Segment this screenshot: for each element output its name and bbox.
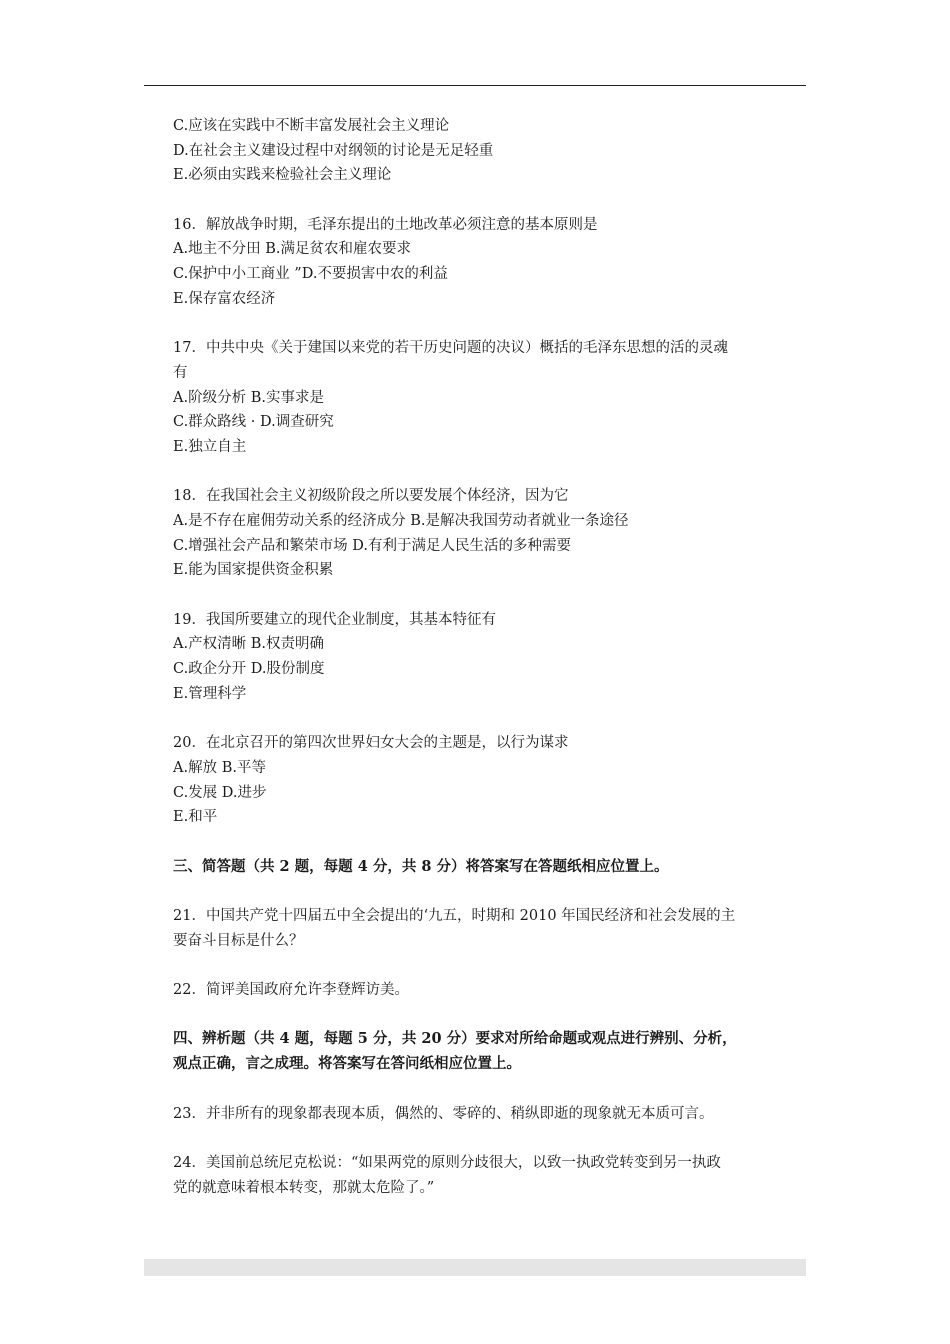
options-ab: A.产权清晰 B.权责明确	[173, 636, 324, 653]
spacer	[173, 707, 809, 732]
options-cd: C.保护中小工商业 ”D.不要损害中农的利益	[173, 266, 448, 283]
section-3-heading: 三、简答题（共 2 题，每题 4 分，共 8 分）将答案写在答题纸相应位置上。	[173, 857, 669, 875]
question-24	[173, 1151, 809, 1200]
spacer	[173, 953, 809, 978]
option-e: E.必须由实践来检验社会主义理论	[173, 167, 392, 184]
section-heading-line-2: 观点正确，言之成理。将答案写在答问纸相应位置上。	[173, 1055, 521, 1073]
question-21	[173, 904, 809, 953]
options-cd: C.发展 D.进步	[173, 784, 267, 801]
spacer	[173, 1126, 809, 1151]
question-stem: 20．在北京召开的第四次世界妇女大会的主题是，以行为谋求	[173, 735, 569, 752]
option-e: E.保存富农经济	[173, 290, 276, 307]
options-cd: C.群众路线 · D.调查研究	[173, 414, 334, 431]
option-c: C.应该在实践中不断丰富发展社会主义理论	[173, 118, 450, 134]
spacer	[173, 879, 809, 904]
question-text-line-1: 21．中国共产党十四届五中全会提出的‘九五，时期和 2010 年国民经济和社会发展的主	[173, 908, 736, 924]
question-23: 23．并非所有的现象都表现本质，偶然的、零碎的、稍纵即逝的现象就无本质可言。	[173, 1105, 714, 1122]
question-20	[173, 731, 809, 830]
option-e: E.和平	[173, 809, 218, 826]
question-19	[173, 608, 809, 707]
question-18	[173, 484, 809, 583]
question-17	[173, 336, 809, 459]
question-stem: 18．在我国社会主义初级阶段之所以要发展个体经济，因为它	[173, 488, 569, 505]
options-ab: A.地主不分田 B.满足贫农和雇农要求	[173, 241, 411, 258]
options-ab: A.阶级分析 B.实事求是	[173, 389, 324, 406]
spacer	[173, 1077, 809, 1102]
question-stem-line-1: 17．中共中央《关于建国以来党的若干历史问题的决议）概括的毛泽东思想的活的灵魂	[173, 340, 728, 357]
question-text-line-2: 要奋斗目标是什么？	[173, 932, 304, 949]
options-ab: A.是不存在雇佣劳动关系的经济成分 B.是解决我国劳动者就业一条途径	[173, 513, 629, 529]
option-e: E.能为国家提供资金积累	[173, 562, 334, 579]
spacer	[173, 583, 809, 608]
option-d: D.在社会主义建设过程中对纲领的讨论是无足轻重	[173, 142, 494, 159]
spacer	[173, 460, 809, 485]
section-4-heading	[173, 1027, 809, 1076]
question-22: 22．简评美国政府允许李登辉访美。	[173, 982, 409, 999]
options-cd: C.增强社会产品和繁荣市场 D.有利于满足人民生活的多种需要	[173, 537, 572, 554]
question-16	[173, 213, 809, 312]
question-stem-line-2: 有	[173, 364, 188, 381]
question-stem: 16．解放战争时期，毛泽东提出的土地改革必须注意的基本原则是	[173, 216, 598, 233]
question-text-line-1: 24．美国前总统尼克松说：“如果两党的原则分歧很大，以致一执政党转变到另一执政	[173, 1154, 721, 1171]
option-e: E.管理科学	[173, 685, 247, 702]
footer-bar	[144, 1259, 806, 1276]
option-e: E.独立自主	[173, 438, 247, 455]
question-stem: 19．我国所要建立的现代企业制度，其基本特征有	[173, 611, 496, 628]
question-15-tail	[173, 114, 809, 188]
header-rule	[144, 85, 806, 86]
options-cd: C.政企分开 D.股份制度	[173, 661, 325, 678]
question-text-line-2: 党的就意味着根本转变，那就太危险了。”	[173, 1179, 435, 1196]
section-heading-line-1: 四、辨析题（共 4 题，每题 5 分，共 20 分）要求对所给命题或观点进行辨别、分析，	[173, 1030, 737, 1048]
document-body	[173, 114, 809, 1200]
options-ab: A.解放 B.平等	[173, 759, 266, 776]
spacer	[173, 830, 809, 855]
spacer	[173, 312, 809, 337]
spacer	[173, 1003, 809, 1028]
spacer	[173, 188, 809, 213]
